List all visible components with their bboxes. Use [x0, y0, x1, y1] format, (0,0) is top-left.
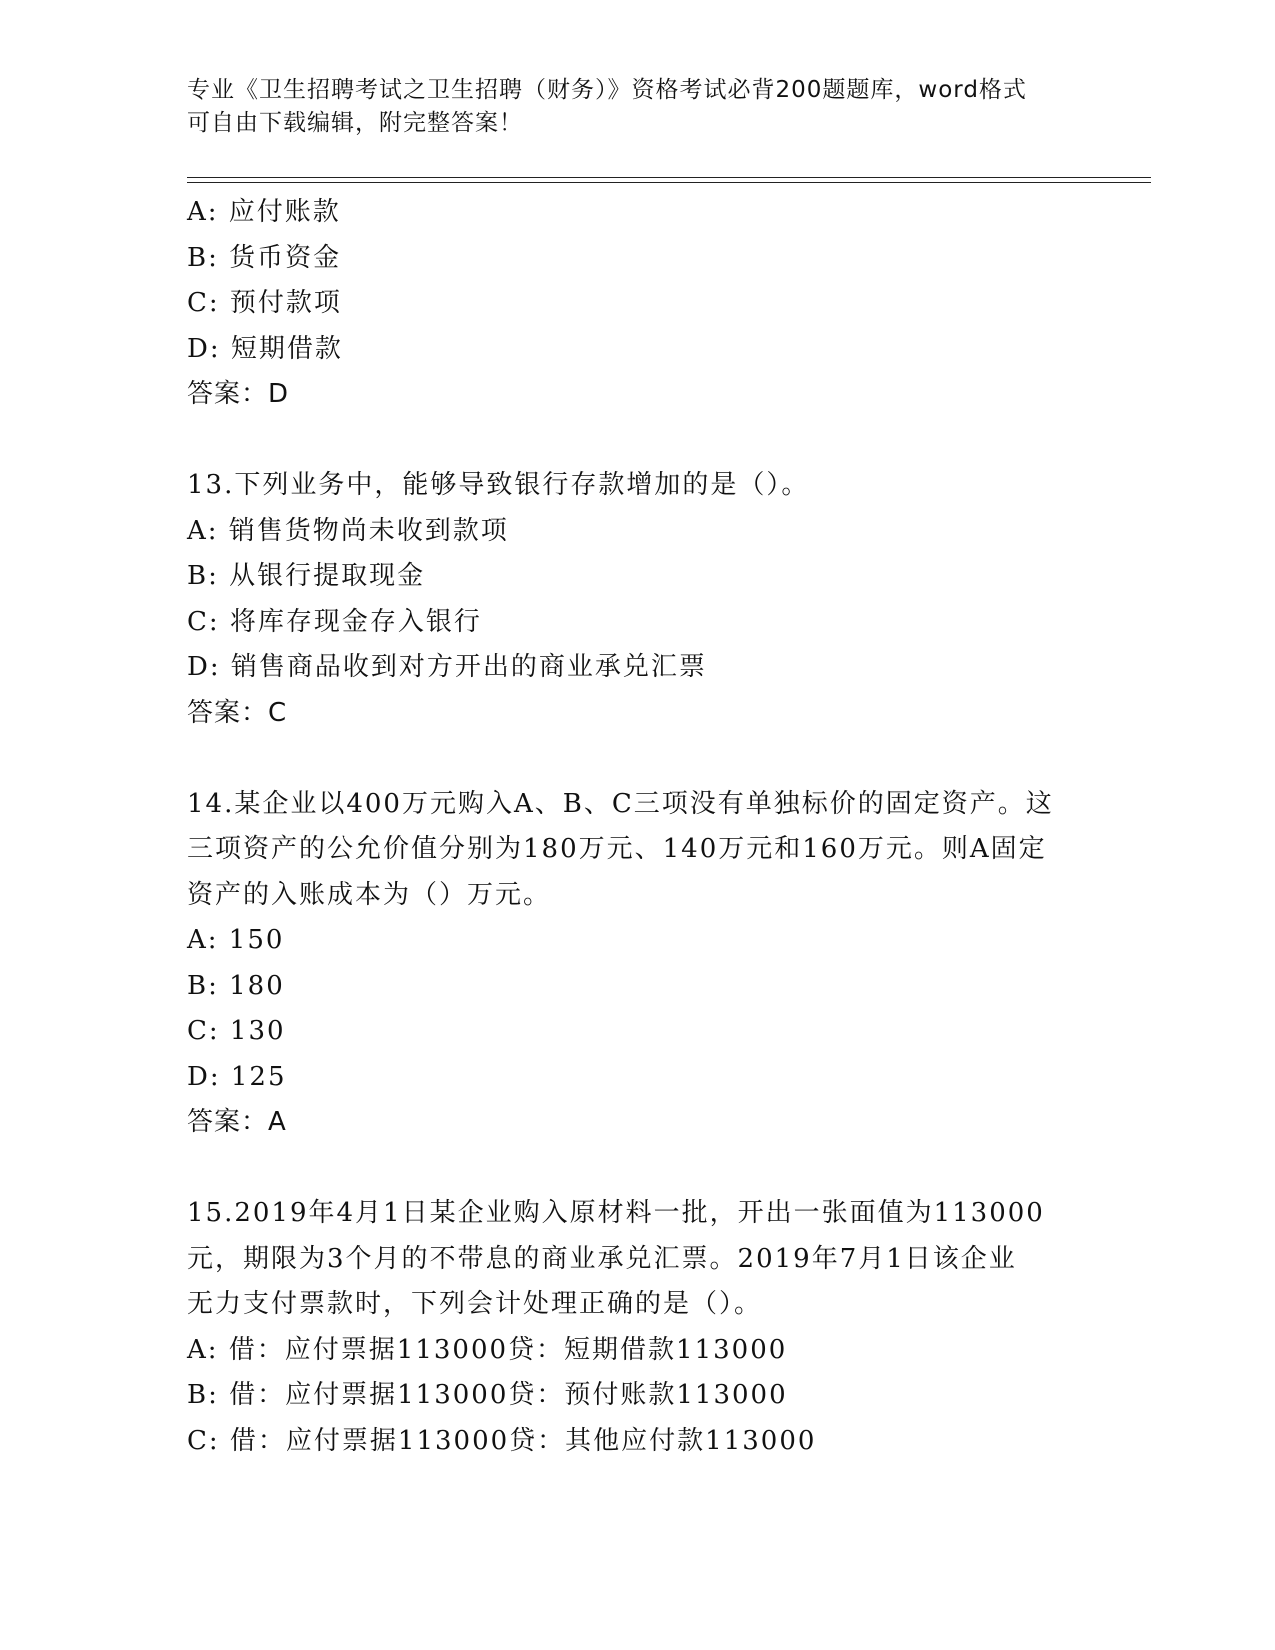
option-b: B: 借：应付票据113000贷：预付账款113000 — [187, 1380, 788, 1410]
question-stem-line-2: 元，期限为3个月的不带息的商业承兑汇票。2019年7月1日该企业 — [187, 1243, 1017, 1274]
question-stem-line-1: 15.2019年4月1日某企业购入原材料一批，开出一张面值为113000 — [187, 1198, 1045, 1228]
option-a: A: 借：应付票据113000贷：短期借款113000 — [187, 1334, 788, 1365]
question-stem-line-3: 无力支付票款时，下列会计处理正确的是（）。 — [187, 1289, 763, 1319]
answer: 答案：D — [187, 379, 290, 409]
option-b: B: 180 — [187, 970, 285, 1001]
option-d: D: 短期借款 — [187, 333, 343, 364]
question-stem-line-3: 资产的入账成本为（）万元。 — [187, 879, 552, 910]
option-a: A: 150 — [187, 925, 285, 955]
question-13 — [187, 463, 1087, 736]
spacer — [187, 1146, 1087, 1192]
option-a: A: 销售货物尚未收到款项 — [187, 515, 509, 546]
option-b: B: 货币资金 — [187, 242, 342, 273]
option-c: C: 130 — [187, 1016, 286, 1046]
option-c: C: 将库存现金存入银行 — [187, 606, 482, 637]
document-header — [187, 74, 1067, 140]
question-stem-line-1: 14.某企业以400万元购入A、B、C三项没有单独标价的固定资产。这 — [187, 788, 1054, 819]
option-d: D: 125 — [187, 1061, 287, 1092]
question-14 — [187, 782, 1087, 1146]
spacer — [187, 736, 1087, 782]
option-c: C: 预付款项 — [187, 288, 342, 318]
question-list — [187, 190, 1087, 1464]
header-divider-bottom — [187, 182, 1151, 183]
answer: 答案：A — [187, 1107, 287, 1137]
option-c: C: 借：应付票据113000贷：其他应付款113000 — [187, 1425, 817, 1456]
question-stem: 13.下列业务中，能够导致银行存款增加的是（）。 — [187, 470, 810, 500]
question-12 — [187, 190, 1087, 418]
header-line-2: 可自由下载编辑，附完整答案！ — [187, 110, 523, 136]
spacer — [187, 418, 1087, 464]
question-15 — [187, 1191, 1087, 1464]
header-divider-top — [187, 177, 1151, 178]
header-line-1: 专业《卫生招聘考试之卫生招聘（财务）》资格考试必背200题题库，word格式 — [187, 77, 1027, 103]
answer: 答案：C — [187, 697, 288, 728]
option-b: B: 从银行提取现金 — [187, 561, 426, 591]
question-stem-line-2: 三项资产的公允价值分别为180万元、140万元和160万元。则A固定 — [187, 834, 1047, 864]
option-a: A: 应付账款 — [187, 197, 341, 227]
option-d: D: 销售商品收到对方开出的商业承兑汇票 — [187, 652, 707, 682]
